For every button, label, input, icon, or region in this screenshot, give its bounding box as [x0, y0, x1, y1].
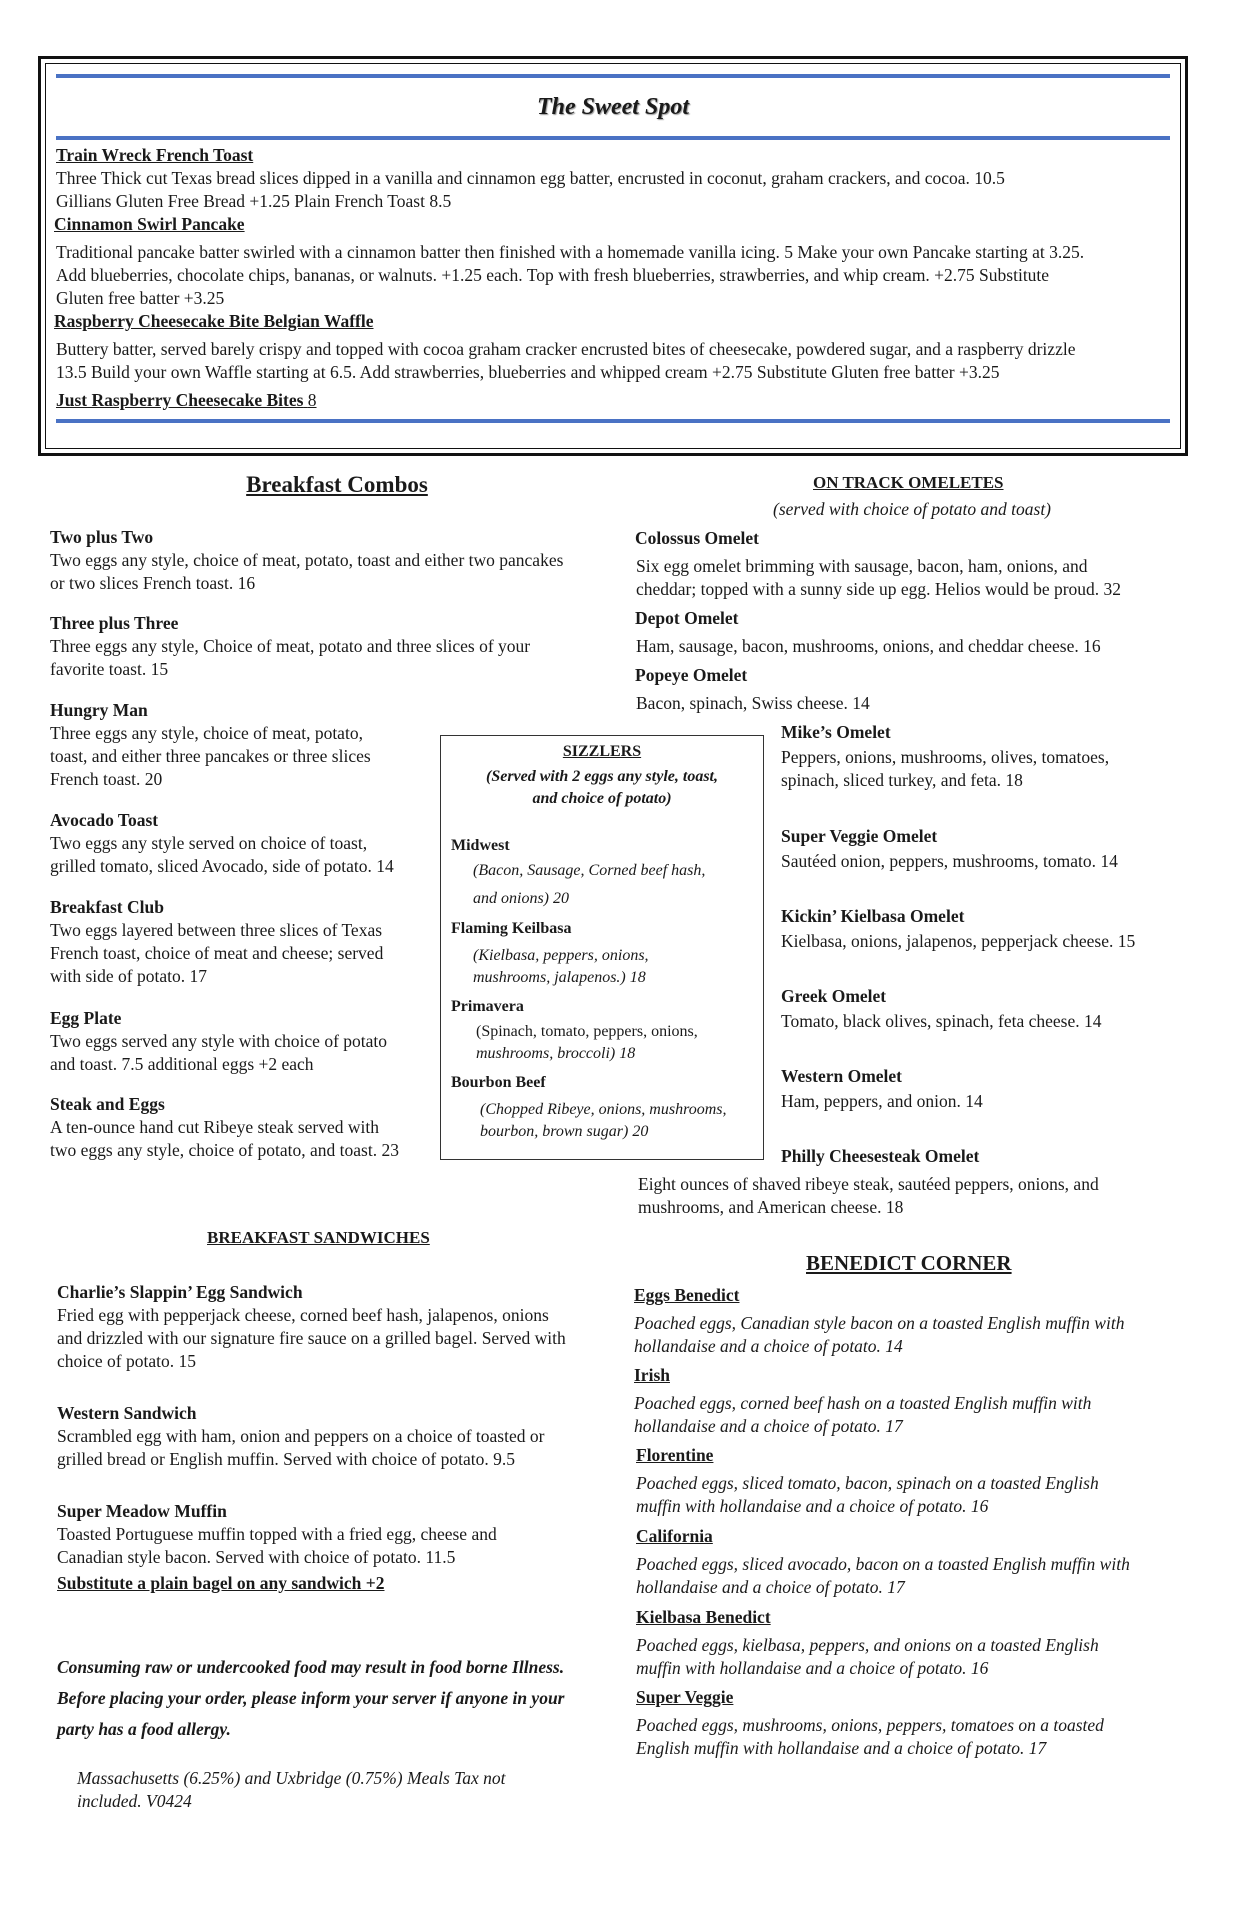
item-desc: Peppers, onions, mushrooms, olives, tomatoes, [781, 747, 1110, 767]
item-desc: Three Thick cut Texas bread slices dipped in a vanilla and cinnamon egg batter, encrusted in coconut, graham crackers, and cocoa. 10.5 [56, 168, 1005, 188]
item-desc: toast, and either three pancakes or three slices [50, 746, 371, 766]
item-desc: Scrambled egg with ham, onion and peppers on a choice of toasted or [57, 1426, 545, 1446]
benedict-irish [634, 1364, 1091, 1438]
item-title: Western Omelet [781, 1066, 902, 1086]
item-title: Three plus Three [50, 613, 179, 633]
sizzlers-box [440, 735, 764, 1160]
item-title: Popeye Omelet [635, 665, 748, 685]
item-desc: mushrooms, jalapenos.) 18 [473, 969, 646, 986]
item-desc: bourbon, brown sugar) 20 [480, 1123, 649, 1140]
item-title: Greek Omelet [781, 986, 887, 1006]
item-desc: Ham, sausage, bacon, mushrooms, onions, and cheddar cheese. 16 [636, 636, 1101, 656]
item-desc: Poached eggs, Canadian style bacon on a toasted English muffin with [634, 1313, 1125, 1333]
omelet-mikes [781, 721, 1109, 792]
sandwich-note: Substitute a plain bagel on any sandwich +2 [57, 1573, 385, 1593]
benedict-eggs [634, 1284, 1124, 1358]
item-title: Depot Omelet [635, 608, 739, 628]
item-title: Cinnamon Swirl Pancake [54, 214, 245, 234]
omelet-super-veggie [781, 825, 1118, 873]
benedict-super-veggie [636, 1686, 1104, 1760]
combo-two-plus-two [50, 526, 563, 595]
item-title: Super Veggie [636, 1687, 734, 1707]
sweet-spot-title: The Sweet Spot [536, 94, 689, 120]
item-desc: Sautéed onion, peppers, mushrooms, tomato. 14 [781, 851, 1118, 871]
item-title: Eggs Benedict [634, 1285, 740, 1305]
item-desc: Add blueberries, chocolate chips, bananas, or walnuts. +1.25 each. Top with fresh blueberries, strawberries, and whip cream. +2.75 Substitute [56, 265, 1050, 285]
item-title: California [636, 1526, 713, 1546]
item-title: Raspberry Cheesecake Bite Belgian Waffle [54, 311, 374, 331]
item-desc: Two eggs served any style with choice of potato [50, 1031, 388, 1051]
item-desc: mushrooms, and American cheese. 18 [638, 1197, 904, 1217]
item-title: Bourbon Beef [451, 1074, 546, 1091]
omelets-title: ON TRACK OMELETES [813, 473, 1004, 492]
item-title: Florentine [636, 1445, 714, 1465]
item-title: Just Raspberry Cheesecake Bites [56, 390, 304, 410]
item-desc: Eight ounces of shaved ribeye steak, sautéed peppers, onions, and [638, 1174, 1099, 1194]
item-desc: Six egg omelet brimming with sausage, bacon, ham, onions, and [636, 556, 1088, 576]
item-desc: Ham, peppers, and onion. 14 [781, 1091, 983, 1111]
item-title: Egg Plate [50, 1008, 122, 1028]
item-desc: with side of potato. 17 [50, 966, 207, 986]
item-title: Breakfast Club [50, 897, 164, 917]
item-title: Two plus Two [50, 527, 154, 547]
item-desc: choice of potato. 15 [57, 1351, 196, 1371]
item-desc: Poached eggs, sliced tomato, bacon, spinach on a toasted English [636, 1473, 1099, 1493]
sandwich-charlies [57, 1281, 566, 1373]
sandwich-super-meadow [57, 1500, 497, 1595]
sizzlers-title: SIZZLERS [562, 743, 642, 760]
item-title: Charlie’s Slappin’ Egg Sandwich [57, 1282, 303, 1302]
combo-avocado-toast [50, 809, 394, 878]
item-desc: cheddar; topped with a sunny side up egg. Helios would be proud. 32 [636, 579, 1122, 599]
item-desc: and drizzled with our signature fire sauce on a grilled bagel. Served with [57, 1328, 566, 1348]
item-title: Irish [634, 1365, 670, 1385]
benedict-kielbasa [636, 1606, 1099, 1680]
sweet-spot-items [56, 144, 1176, 412]
combo-hungry-man [50, 699, 371, 791]
item-title: Super Veggie Omelet [781, 826, 938, 846]
item-desc: Buttery batter, served barely crispy and topped with cocoa graham cracker encrusted bites of cheesecake, powdered sugar, and a raspberry drizzle [56, 339, 1076, 359]
item-title: Train Wreck French Toast [56, 145, 254, 165]
top-blue-rule [56, 74, 1170, 78]
item-title: Primavera [451, 998, 524, 1015]
benedict-title: BENEDICT CORNER [806, 1251, 1012, 1275]
sweet-spot-box [38, 56, 1188, 456]
item-desc: Three eggs any style, Choice of meat, potato and three slices of your [50, 636, 531, 656]
item-desc: Two eggs any style served on choice of toast, [50, 833, 368, 853]
item-desc: Toasted Portuguese muffin topped with a fried egg, cheese and [57, 1524, 497, 1544]
bottom-blue-rule [56, 419, 1170, 423]
item-desc: Poached eggs, sliced avocado, bacon on a toasted English muffin with [636, 1554, 1130, 1574]
item-title: Colossus Omelet [635, 528, 759, 548]
sizzlers-subtitle [441, 766, 763, 810]
item-desc: muffin with hollandaise and a choice of potato. 16 [636, 1658, 989, 1678]
omelets-subtitle: (served with choice of potato and toast) [773, 499, 1052, 519]
item-desc: A ten-ounce hand cut Ribeye steak served with [50, 1117, 379, 1137]
item-desc: two eggs any style, choice of potato, and toast. 23 [50, 1140, 399, 1160]
item-desc: Two eggs any style, choice of meat, potato, toast and either two pancakes [50, 550, 564, 570]
item-desc: Gillians Gluten Free Bread +1.25 Plain French Toast 8.5 [56, 191, 452, 211]
item-price: 8 [307, 390, 317, 410]
benedict-california [636, 1525, 1130, 1599]
item-desc: Poached eggs, corned beef hash on a toasted English muffin with [634, 1393, 1092, 1413]
item-desc: (Kielbasa, peppers, onions, [473, 947, 649, 964]
item-desc: (Spinach, tomato, peppers, onions, [476, 1023, 698, 1040]
item-title: Kielbasa Benedict [636, 1607, 771, 1627]
item-desc: (Chopped Ribeye, onions, mushrooms, [480, 1101, 727, 1118]
item-desc: muffin with hollandaise and a choice of potato. 16 [636, 1496, 989, 1516]
tax-note [77, 1767, 506, 1813]
item-desc: Tomato, black olives, spinach, feta cheese. 14 [781, 1011, 1102, 1031]
item-desc: Traditional pancake batter swirled with a cinnamon batter then finished with a homemade vanilla icing. 5 Make your own Pancake starting at 3.25. [56, 242, 1085, 262]
item-desc: Poached eggs, mushrooms, onions, peppers, tomatoes on a toasted [636, 1715, 1104, 1735]
omelet-greek [781, 985, 1101, 1033]
item-title: Super Meadow Muffin [57, 1501, 227, 1521]
sandwiches-title: BREAKFAST SANDWICHES [207, 1228, 430, 1247]
item-desc: hollandaise and a choice of potato. 14 [634, 1336, 903, 1356]
item-desc: and onions) 20 [473, 890, 569, 907]
sandwich-western [57, 1402, 544, 1471]
item-title: Steak and Eggs [50, 1094, 165, 1114]
item-desc: or two slices French toast. 16 [50, 573, 256, 593]
item-title: Midwest [451, 837, 510, 854]
item-desc: favorite toast. 15 [50, 659, 169, 679]
item-desc: Fried egg with pepperjack cheese, corned beef hash, jalapenos, onions [57, 1305, 549, 1325]
combo-breakfast-club [50, 896, 383, 988]
item-desc: hollandaise and a choice of potato. 17 [634, 1416, 903, 1436]
item-desc: French toast, choice of meat and cheese; served [50, 943, 384, 963]
item-desc: Kielbasa, onions, jalapenos, pepperjack cheese. 15 [781, 931, 1136, 951]
item-title: Flaming Keilbasa [451, 920, 572, 937]
item-desc: French toast. 20 [50, 769, 163, 789]
item-title: Hungry Man [50, 700, 148, 720]
item-desc: grilled tomato, sliced Avocado, side of potato. 14 [50, 856, 394, 876]
item-desc: mushrooms, broccoli) 18 [476, 1045, 636, 1062]
item-desc: Canadian style bacon. Served with choice of potato. 11.5 [57, 1547, 456, 1567]
warning-line: Before placing your order, please inform your server if anyone in your [57, 1688, 565, 1708]
middle-blue-rule [56, 136, 1170, 140]
item-desc: Bacon, spinach, Swiss cheese. 14 [636, 693, 870, 713]
subtitle-line: and choice of potato) [532, 790, 672, 807]
item-title-with-price [56, 389, 1176, 412]
item-title: Kickin’ Kielbasa Omelet [781, 906, 965, 926]
item-title: Mike’s Omelet [781, 722, 891, 742]
item-desc: Two eggs layered between three slices of Texas [50, 920, 383, 940]
subtitle-line: (Served with 2 eggs any style, toast, [486, 768, 718, 785]
warning-line: Consuming raw or undercooked food may result in food borne Illness. [57, 1657, 565, 1677]
item-title: Philly Cheesesteak Omelet [781, 1146, 980, 1166]
item-desc: 13.5 Build your own Waffle starting at 6.5. Add strawberries, blueberries and whipped cream +2.75 Substitute Gluten free batter +3.25 [56, 362, 1000, 382]
item-title: Western Sandwich [57, 1403, 197, 1423]
combo-three-plus-three [50, 612, 530, 681]
item-title: Avocado Toast [50, 810, 159, 830]
item-desc: hollandaise and a choice of potato. 17 [636, 1577, 905, 1597]
benedict-florentine [636, 1444, 1099, 1518]
item-desc: grilled bread or English muffin. Served with choice of potato. 9.5 [57, 1449, 515, 1469]
item-desc: Poached eggs, kielbasa, peppers, and onions on a toasted English [636, 1635, 1099, 1655]
combos-title: Breakfast Combos [246, 472, 428, 497]
item-desc: spinach, sliced turkey, and feta. 18 [781, 770, 1023, 790]
warning-line: party has a food allergy. [57, 1719, 231, 1739]
tax-line: Massachusetts (6.25%) and Uxbridge (0.75%) Meals Tax not [77, 1768, 506, 1788]
combo-steak-and-eggs [50, 1093, 399, 1162]
tax-line: included. V0424 [77, 1791, 192, 1811]
item-desc: (Bacon, Sausage, Corned beef hash, [473, 862, 706, 879]
allergy-warning [57, 1652, 565, 1745]
combo-egg-plate [50, 1007, 387, 1076]
item-desc: and toast. 7.5 additional eggs +2 each [50, 1054, 314, 1074]
item-desc: Three eggs any style, choice of meat, potato, [50, 723, 363, 743]
omelet-kickin-kielbasa [781, 905, 1135, 953]
item-desc: Gluten free batter +3.25 [56, 288, 225, 308]
sweet-spot-inner [45, 63, 1181, 449]
item-desc: English muffin with hollandaise and a choice of potato. 17 [636, 1738, 1047, 1758]
omelet-western [781, 1065, 983, 1113]
